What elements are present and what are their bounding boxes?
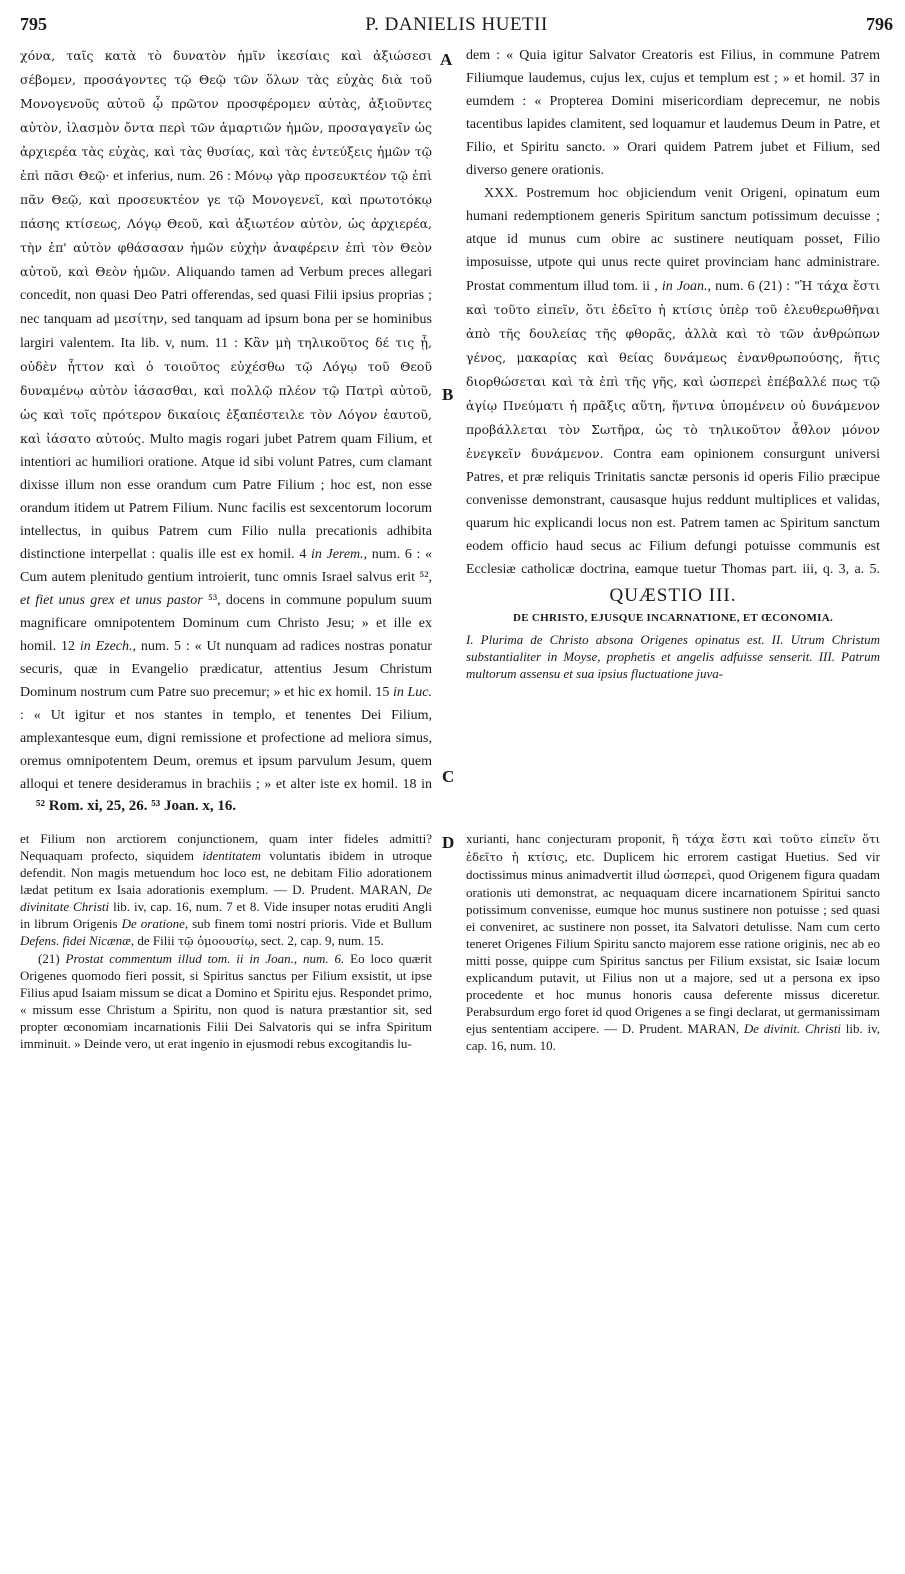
italic-text: in Jerem.	[310, 547, 364, 562]
greek-text: Μόνῳ γὰρ προσευκτέον τῷ ἐπὶ πᾶν Θεῷ, καὶ προσευκτέον γε τῷ Μονογενεῖ, καὶ πρωτοτόκῳ πάσης κτίσεως, Λόγῳ Θεοῦ, καὶ ἀξιωτέον αὐτὸν, ὡς ἀρχιερέα, τὴν ἐπ' αὐτὸν φθάσασαν ἡμῶν εὐχὴν ἀναφέρειν ἐπὶ τὸν Θεὸν αὐτοῦ, καὶ Θεὸν ἡμῶν.	[20, 168, 432, 279]
greek-text: τῷ ὁμοουσίῳ	[177, 934, 255, 948]
latin-text: Contra eam opinionem consurgunt universi Patres, et præ reliquis Trinitatis sanctæ personis id operis Filio præcipue convenisse demonstrant, causasque hujus reddunt multiplices et validas, quarum hic explicandi locus non est. Patrem tamen ac Spiritum sanctum eodem officio haud secus ac Filium defungi potuisse communis est Ecclesiæ catholicæ doctrina, eamque tuetur Thomas part. iii, q. 3, a. 5.	[466, 447, 880, 577]
italic-text: Prostat commentum illud tom. ii in Joan., num. 6.	[65, 951, 345, 966]
italic-text: Defens. fidei Nicænæ	[20, 933, 131, 948]
italic-text: in Joan.	[661, 279, 708, 294]
margin-letter-c: C	[442, 767, 455, 786]
question-summary: I. Plurima de Christo absona Origenes opinatus est. II. Utrum Christum substantialiter in Moyse, prophetis et angelis adfuisse senserit. III. Patrum multorum assensu et sua ipsius fluctuatione juva-	[466, 632, 880, 681]
latin-text: et inferius, num. 26 :	[109, 169, 235, 184]
latin-text: , sect. 2, cap. 9, num. 15.	[254, 933, 384, 948]
greek-text: χόνα, ταῖς κατὰ τὸ δυνατὸν ἡμῖν ἱκεσίαις καὶ ἀξιώσεσι σέβομεν, προσάγοντες τῷ Θεῷ τῶν ὅλων τὰς εὐχὰς διὰ τοῦ Μονογενοῦς αὐτοῦ ᾧ πρῶτον προσφέρομεν αὐτὰς, ἀξιοῦντες αὐτὸν, ἱλασμὸν ὄντα περὶ τῶν ἁμαρτιῶν ἡμῶν, προσαγαγεῖν ὡς ἀρχιερέα τὰς εὐχὰς, καὶ τὰς θυσίας, καὶ τὰς ἐντεύξεις ἡμῶν τῷ ἐπὶ πᾶσι Θεῷ·	[20, 48, 432, 183]
latin-text: , quod Origenem figura quadam orationis uti demonstrat, ac nequaquam dicere incarnationem Spiritui sancto potissimum convenisse, eumque hoc munus sustinere non potuisse ; sed quasi ei conveniret, ac sustinere non posset, ita Salvatori detulisse. Nam cum certo teneret Origenes Filium Spiritu sancto majorem esse ratione originis, nec ab eo mitti posse, quippe cum Spiritus sanctus per Filium exsistat, sic Isaiæ locum explicandum putavit, ut Filius non ut a majore, sed ut a persona ex ipso procedente et hoc munus honoris causa deferente missus diceretur. Perabsurdum ergo foret id quod Origenes a se fingi declarat, ut germanissimam ejus sententiam accipere. — D. Prudent. MARAN,	[466, 867, 880, 1036]
page-header	[20, 14, 893, 40]
latin-text: et Filium non arctiorem conjunctionem, quam inter fideles admitti? Nequaquam profecto, siquidem	[20, 831, 432, 863]
latin-text: dem : « Quia igitur Salvator Creatoris est Filius, in commune Patrem Filiumque laudemus, cujus lex, cujus et templum est ; » et homil. 37 in eumdem : « Propterea Domini misericordiam deprecemur, ne nobis tacentibus lapides clamitent, sed loquamur et laudemus Deum in Patre, et Filio, et Spiritu sancto. » Orari quidem Patrem jubet et Filium, sed diverso genere orationis.	[466, 48, 880, 178]
note-paragraph-21	[20, 950, 432, 1052]
latin-text: , de Filii	[130, 933, 178, 948]
latin-text: Multo magis rogari jubet Patrem quam Filium, et intentiori ac humiliori oratione. Atque id sibi volunt Patres, cum clamant dixisse illum non esse orandum cum Patre Filium ; hoc est, non esse orandum itidem ut Patrem Filium. Nunc facilis est sexcentorum locorum intellectus, in quibus Patrem cum Filio nulla precationis adhibita distinctione interpellat : qualis ille est ex homil. 4	[20, 432, 432, 562]
italic-text: De divinitate Christi	[20, 882, 432, 914]
italic-text: De oratione	[121, 916, 185, 931]
paragraph	[466, 44, 880, 182]
latin-text: : « Ut igitur et nos stantes in templo, et tenentes Dei Filium, amplexantesque eum, digni remissione et profectione ad meliora simus, oremus omnipotentem Deum, oremus et ipsum parvulum Jesum, quem alloqui et tenere desideramus in brachiis ; » et alter iste ex homil. 18 in	[20, 708, 432, 792]
question-subtitle: DE CHRISTO, EJUSQUE INCARNATIONE, ET ŒCONOMIA.	[512, 612, 834, 624]
latin-text: Aliquando tamen ad Verbum preces allegari concedit, non quasi Deo Patri offerendas, sed quasi Filii ipsius proprias ; nec tanquam ad	[20, 265, 432, 327]
greek-text: ὡσπερεὶ	[663, 868, 712, 882]
latin-text: (21)	[38, 951, 66, 966]
italic-text: De divinit. Christi	[743, 1021, 842, 1036]
latin-text: xurianti, hanc conjecturam proponit,	[466, 831, 672, 846]
paragraph	[20, 44, 432, 794]
greek-text: "Ἡ τάχα ἔστι καὶ τοῦτο εἰπεῖν, ὅτι ἐδεῖτο ἡ κτίσις ὑπὲρ τοῦ ἐλευθερωθῆναι ἀπὸ τῆς δουλείας τῆς φθορᾶς, ἀλλὰ καὶ τὸ τῶν ἀνθρώπων γένος, μακαρίας καὶ θείας δυνάμεως ἐνανθρωπούσης, ἥτις διορθώσεται καὶ τὰ ἐπὶ τῆς γῆς, καὶ ὡσπερεὶ ἐπέβαλλέ πως τῷ ἁγίῳ Πνεύματι ἡ πρᾶξις αὕτη, ἥντινα ὑπομένειν οὐ δυνάμενον προβάλλεται τὸν Σωτῆρα, ὡς τὸ τηλικοῦτον ἆθλον μόνον ἐνεγκεῖν δυνάμενον.	[466, 278, 880, 461]
question-title: QUÆSTIO III.	[609, 585, 737, 606]
margin-letter-a: A	[440, 50, 453, 69]
latin-text: , sed tanquam ad ipsum bona per se hominibus largiri valentem. Ita lib. v, num. 11 :	[20, 312, 432, 351]
notes-right-column	[466, 830, 880, 1475]
margin-letter-b: B	[442, 385, 454, 404]
note-paragraph	[466, 830, 880, 1054]
main-text-left-column	[20, 44, 432, 794]
latin-text: lib. iv, cap. 16, num. 7 et 8. Vide insuper notas eruditi Angli in librum Origenis	[20, 899, 432, 931]
running-title: P. DANIELIS HUETII	[365, 14, 548, 35]
greek-text: ἢ τάχα ἔστι καὶ τοῦτο εἰπεῖν ὅτι ἐδεῖτο ἡ κτίσις	[466, 832, 880, 864]
italic-text: et fiet unus grex et unus pastor	[20, 593, 203, 608]
latin-text: voluntatis ibidem in utroque defendit. Non magis metuendum hoc loco est, ne debitam Filio adorationem lædat petitum ex Isaia adorationis exemplum. — D. Prudent. MARAN,	[20, 848, 432, 897]
latin-text: XXX. Postremum hoc objiciendum venit Origeni, opinatum eum humani redemptionem generis Spiritum sanctum potissimum decuisse ; atque id munus cum obire ac sustinere neutiquam posset, Filio imposuisse, utpote qui unus recte quiret provinciam hanc administrare. Prostat commentum illud tom. ii ,	[466, 186, 880, 294]
greek-text: μεσίτην	[113, 311, 164, 326]
italic-text: identitatem	[202, 848, 261, 863]
main-text-right-column	[466, 44, 880, 584]
footnote-references: ⁵² Rom. xi, 25, 26. ⁵³ Joan. x, 16.	[36, 798, 237, 814]
latin-text: , num. 6 : « Cum autem plenitudo gentium introierit, tunc omnis Israel salvus erit ⁵²,	[20, 547, 432, 585]
margin-letter-d: D	[442, 833, 455, 852]
page-number-right: 796	[866, 14, 893, 34]
greek-text: Κἂν μὴ τηλικοῦτος δέ τις ᾖ, οὐδὲν ἧττον καὶ ὁ τοιοῦτος εὐχέσθω τῷ Λόγῳ τοῦ Θεοῦ δυναμένῳ αὐτὸν ἰάσασθαι, καὶ πολλῷ πλέον τῷ Πατρὶ αὐτοῦ, ὡς καὶ τοῖς πρότερον δικαίοις ἐξαπέστειλε τὸν Λόγον ἑαυτοῦ, καὶ ἰάσατο αὐτούς.	[20, 335, 432, 446]
latin-text: Eo loco quærit Origenes quomodo fieri possit, si Spiritus sanctus per Filium exsistit, ut ipse Filius apud Isaiam missum se dicat a Domino et Spiritu ejus. Respondet primo, « missum esse Christum a Spiritu, non quod is natura præstantior sit, sed propter œconomiam incarnationis Filii Dei Salvatoris qui se infra Spiritum imminuit. » Deinde vero, ut erat ingenio in ejusmodi rebus excogitandis lu-	[20, 951, 432, 1051]
page-number-left: 795	[20, 14, 47, 34]
note-paragraph	[20, 830, 432, 950]
paragraph-section-xxx	[466, 182, 880, 584]
italic-text: in Ezech.	[79, 639, 133, 654]
latin-text: ⁵³, docens in commune populum suum magnificare omnipotentem Dominum cum Christo Jesu; » et ille ex homil. 12	[20, 593, 432, 654]
italic-text: in Luc.	[392, 685, 432, 700]
latin-text: lib. iv, cap. 16, num. 10.	[466, 1021, 880, 1053]
latin-text: , sub finem tomi nostri prioris. Vide et Bullum	[184, 916, 432, 931]
latin-text: , num. 6 (21) :	[707, 279, 795, 294]
latin-text: , num. 5 : « Ut nunquam ad radices nostras ponatur securis, quæ in Evangelio prædicatur, attentius Jesum Christum Dominum nostrum cum Patre suo precemur; » et hic ex homil. 15	[20, 639, 432, 700]
notes-left-column	[20, 830, 432, 1475]
latin-text: , etc. Duplicem hic errorem castigat Huetius. Sed vir doctissimus minus animadvertit illud	[466, 849, 880, 882]
